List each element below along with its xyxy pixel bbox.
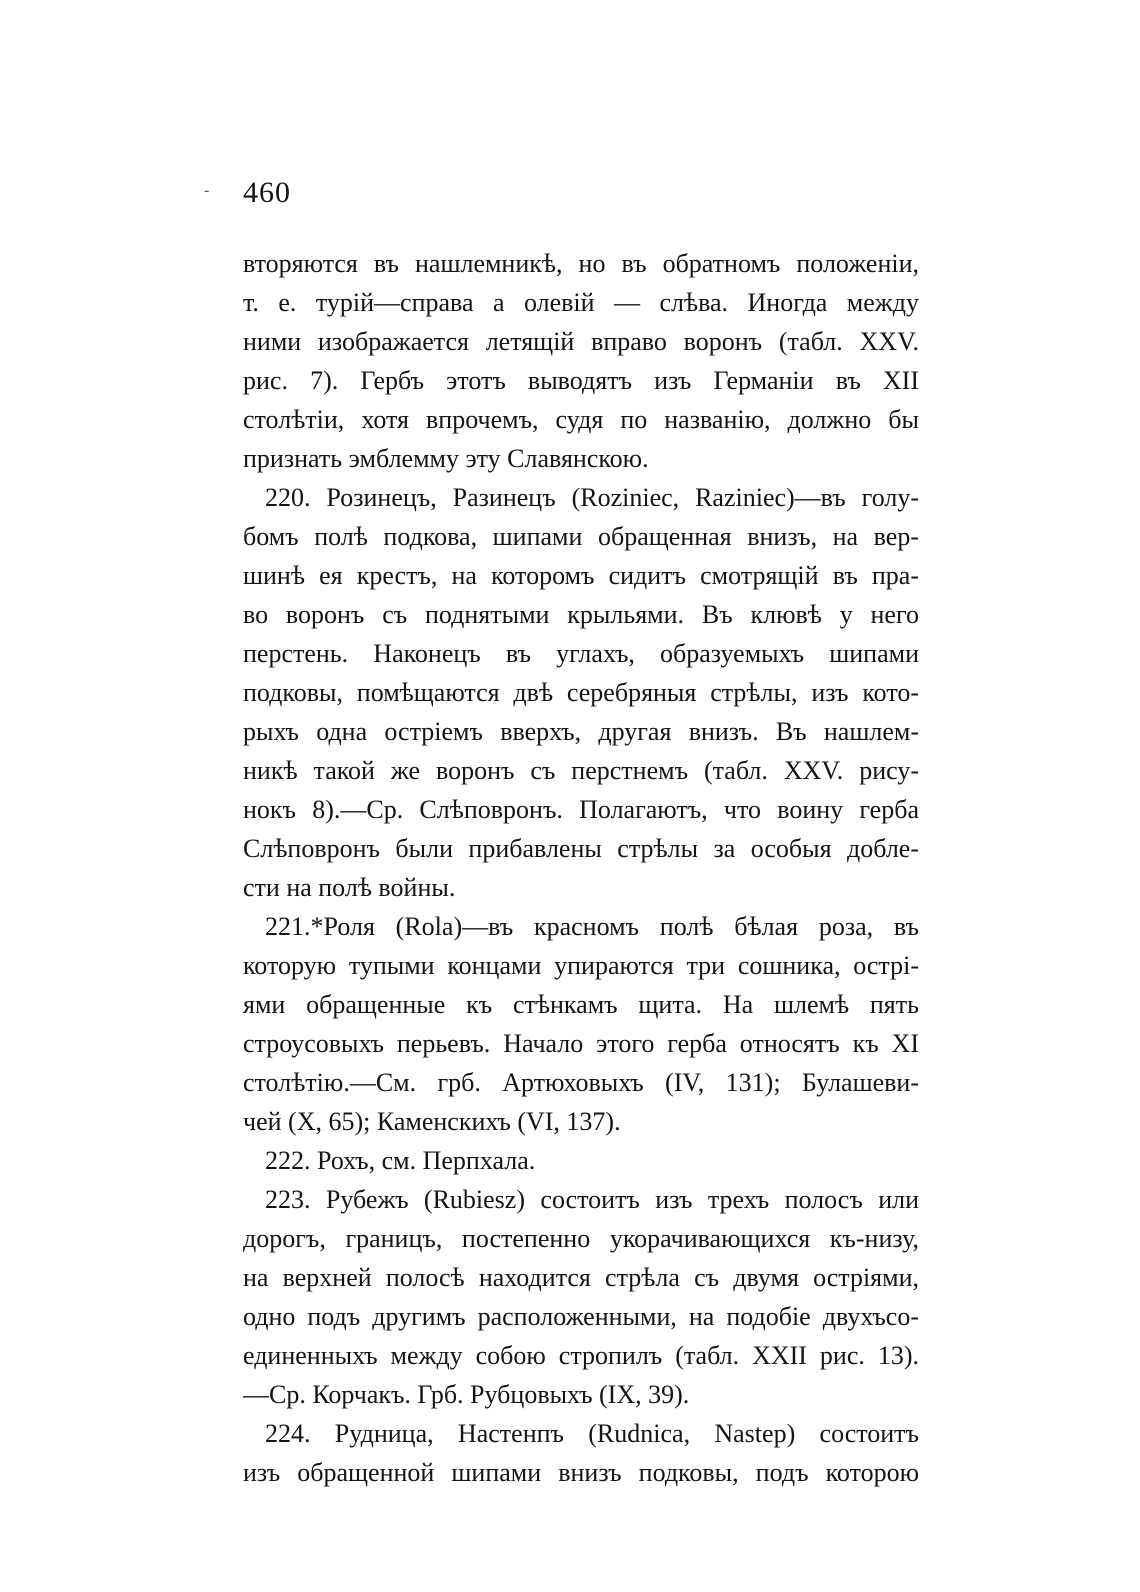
text-line: подковы, помѣщаются двѣ серебряныя стрѣлы, изъ кото- <box>243 678 919 707</box>
page-number: 460 <box>243 176 291 209</box>
text-line: никѣ такой же воронъ съ перстнемъ (табл. XXV. рису- <box>243 756 919 785</box>
text-line: Слѣповронъ были прибавлены стрѣлы за особыя добле- <box>243 834 919 863</box>
text-line: которую тупыми концами упираются три сошника, острі- <box>243 951 919 980</box>
text-line: столѣтіи, хотя впрочемъ, судя по названію, должно бы <box>243 405 919 434</box>
text-line: рис. 7). Гербъ этотъ выводятъ изъ Германіи въ XII <box>243 366 919 395</box>
text-line: изъ обращенной шипами внизъ подковы, подъ которою <box>243 1458 919 1487</box>
text-line: на верхней полосѣ находится стрѣла съ двумя остріями, <box>243 1263 919 1292</box>
entry-221-line: 221.*Роля (Rola)—въ красномъ полѣ бѣлая роза, въ <box>265 912 919 941</box>
entry-224-line: 224. Рудница, Настенпъ (Rudnica, Nastep) состоитъ <box>265 1419 919 1448</box>
text-line: ями обращенные къ стѣнкамъ щита. На шлемѣ пять <box>243 990 919 1019</box>
corner-mark: - <box>204 182 210 199</box>
text-line: чей (X, 65); Каменскихъ (VI, 137). <box>243 1107 621 1136</box>
text-line: единенныхъ между собою стропилъ (табл. XXII рис. 13). <box>243 1341 919 1370</box>
text-line: строусовыхъ перьевъ. Начало этого герба относятъ къ XI <box>243 1029 919 1058</box>
text-line: бомъ полѣ подкова, шипами обращенная внизъ, на вер- <box>243 522 919 551</box>
text-line: столѣтію.—См. грб. Артюховыхъ (IV, 131); Булашеви- <box>243 1068 919 1097</box>
body-text <box>243 244 919 1492</box>
text-line: перстень. Наконецъ въ углахъ, образуемыхъ шипами <box>243 639 919 668</box>
text-line: рыхъ одна остріемъ вверхъ, другая внизъ. Въ нашлем- <box>243 717 919 746</box>
text-line: шинѣ ея крестъ, на которомъ сидитъ смотрящій въ пра- <box>243 561 919 590</box>
text-line: ними изображается летящій вправо воронъ (табл. XXV. <box>243 327 919 356</box>
text-line: т. е. турій—справа а олевій — слѣва. Иногда между <box>243 288 919 317</box>
text-line: одно подъ другимъ расположенными, на подобіе двухъсо- <box>243 1302 919 1331</box>
entry-220-line: 220. Розинецъ, Разинецъ (Roziniec, Raziniec)—въ голу- <box>265 483 919 512</box>
text-line: во воронъ съ поднятыми крыльями. Въ клювѣ у него <box>243 600 919 629</box>
text-line: вторяются въ нашлемникѣ, но въ обратномъ положеніи, <box>243 249 919 278</box>
text-line: нокъ 8).—Ср. Слѣповронъ. Полагаютъ, что воину герба <box>243 795 919 824</box>
text-line: —Ср. Корчакъ. Грб. Рубцовыхъ (IX, 39). <box>243 1380 690 1409</box>
text-line: признать эмблемму эту Славянскою. <box>243 444 649 473</box>
text-line: сти на полѣ войны. <box>243 873 456 902</box>
entry-222-line: 222. Рохъ, см. Перпхала. <box>265 1146 536 1175</box>
text-line: дорогъ, границъ, постепенно укорачивающихся къ-низу, <box>243 1224 919 1253</box>
entry-223-line: 223. Рубежъ (Rubiesz) состоитъ изъ трехъ полосъ или <box>265 1185 919 1214</box>
